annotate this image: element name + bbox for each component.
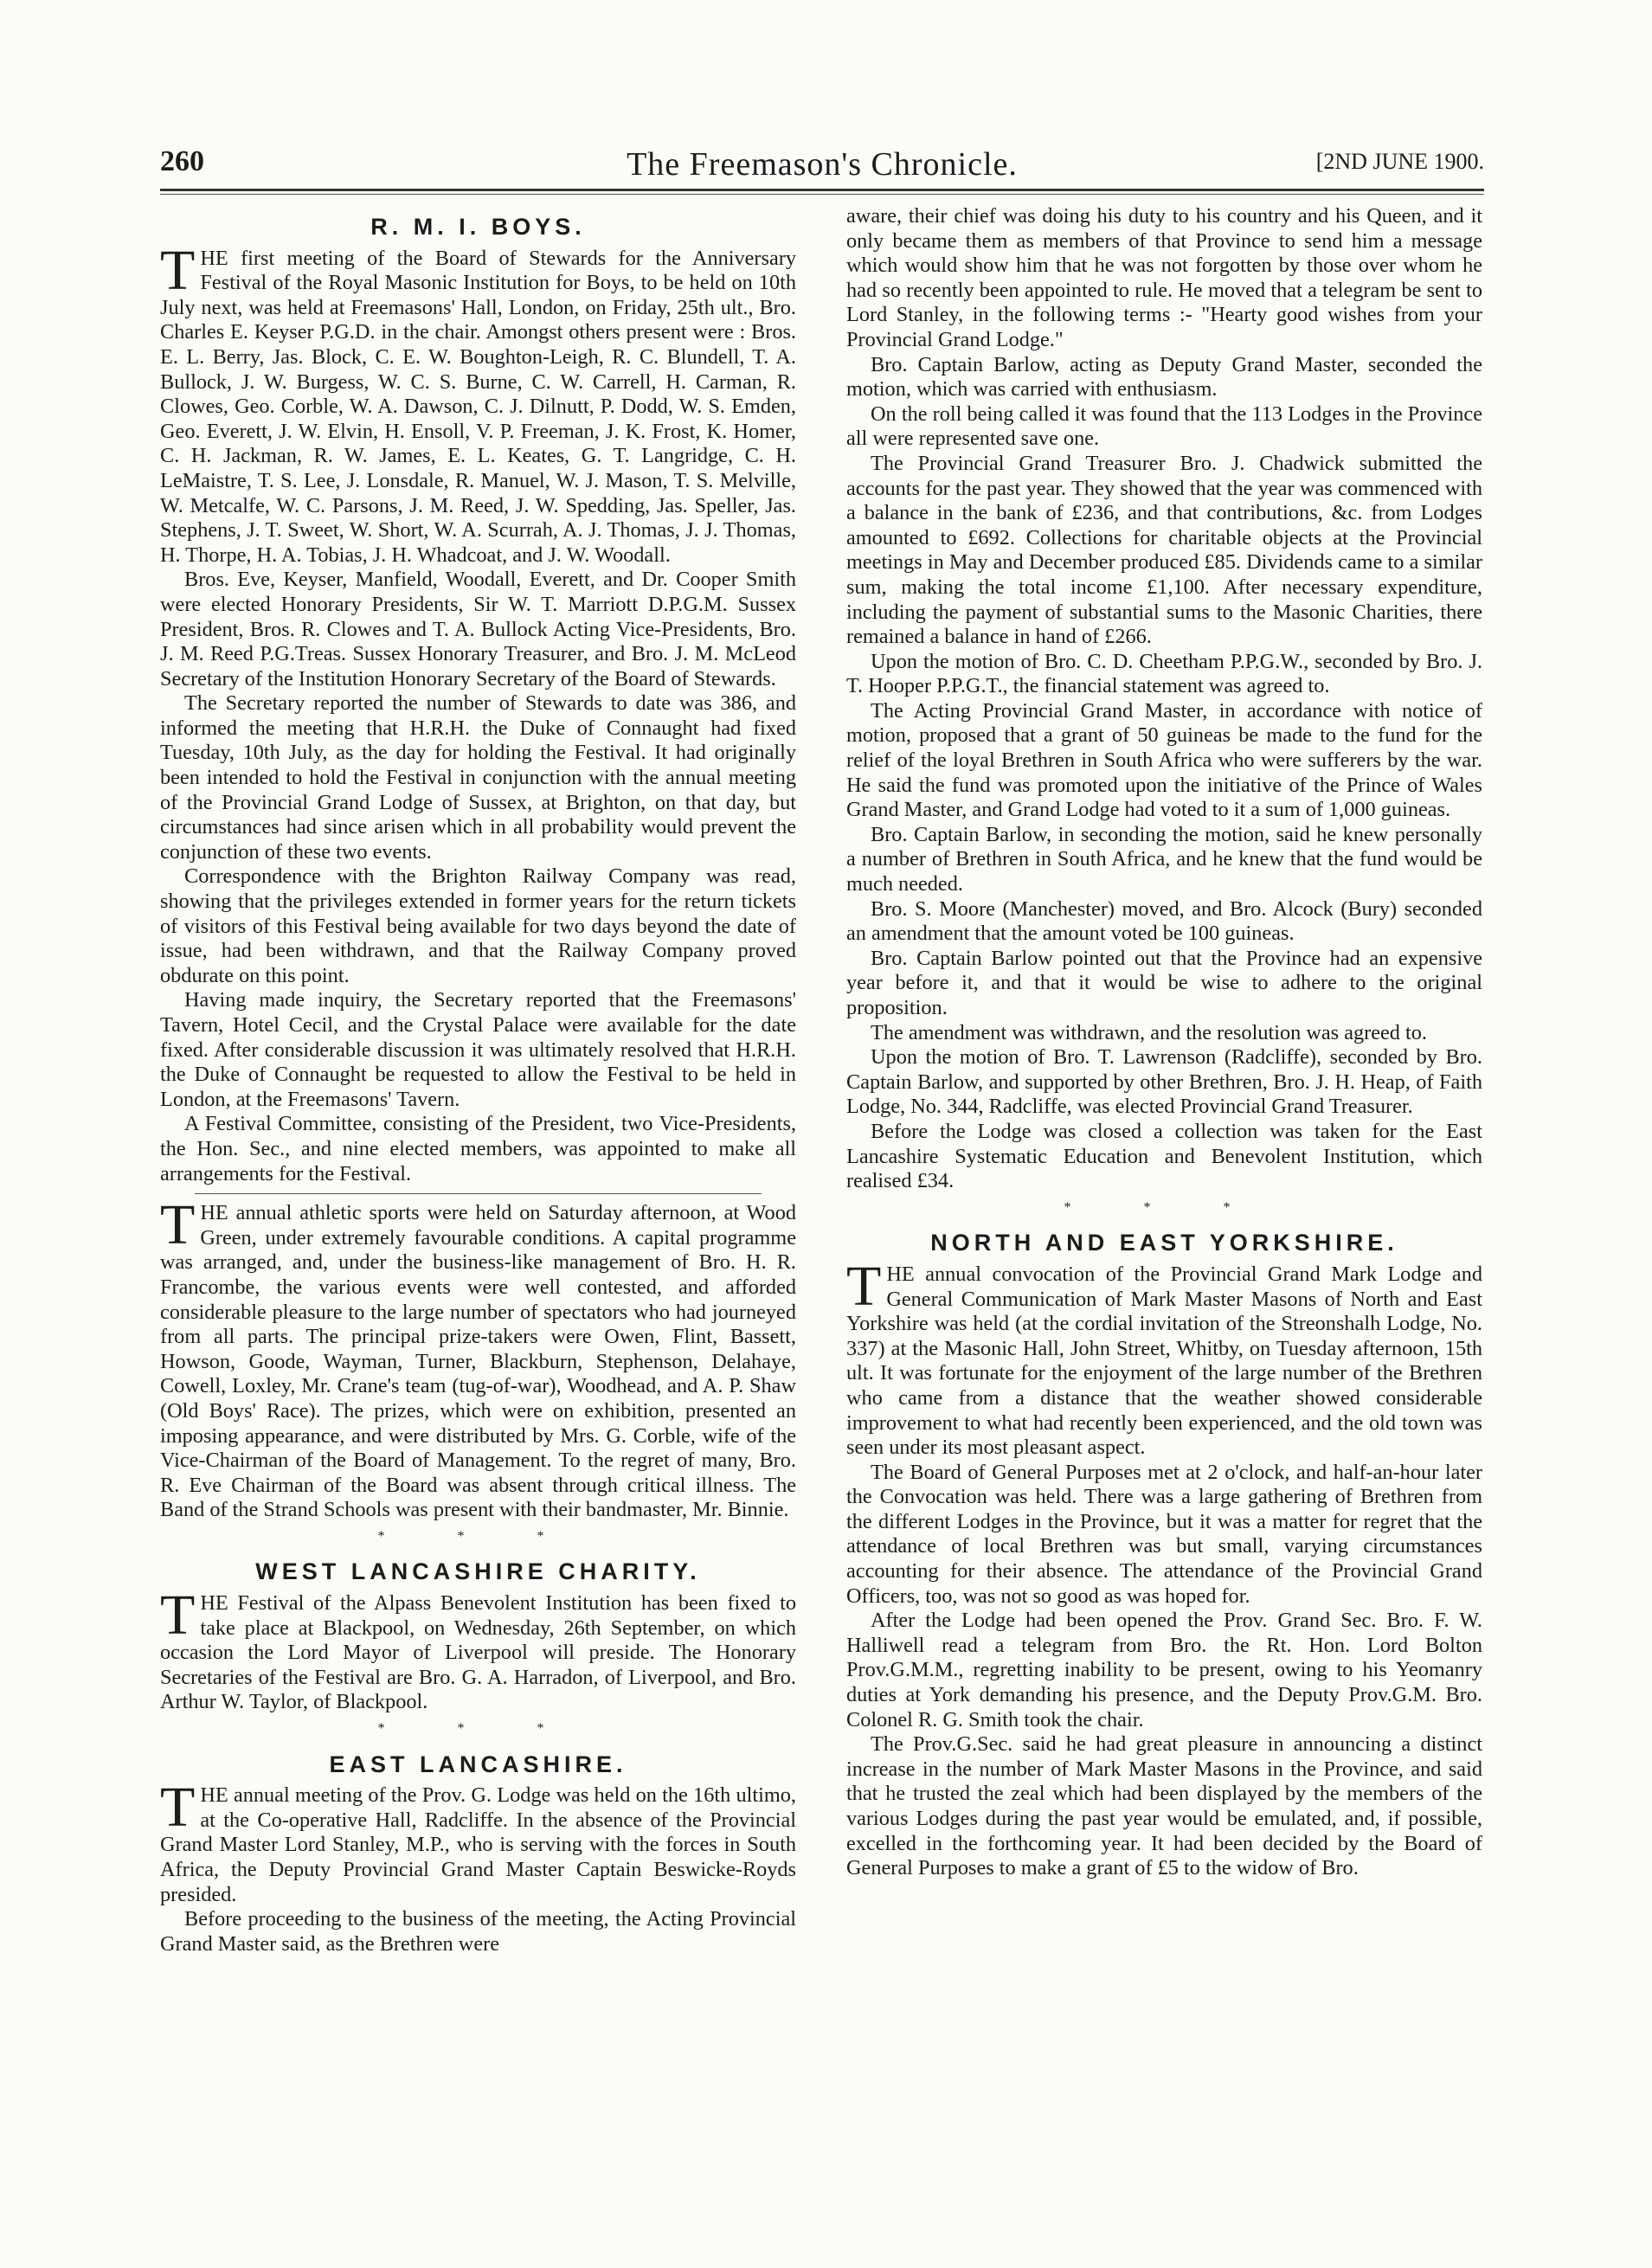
east-lancs-continued: The Provincial Grand Treasurer Bro. J. Chadwick submitted the accounts for the past year. They showed that the year was commenced with a balance in the bank of £236, and that contributions, &c. from Lodges amounted to £692. Collections for charitable objects at the Provincial meetings in May and December produced £85. Dividends came to a similar sum, making the total income £1,100. After necessary expenditure, including the payment of substantial sums to the Masonic Charities, there remained a balance in hand of £266.	[846, 451, 1482, 649]
east-lancs-continued: Bro. Captain Barlow, acting as Deputy Grand Master, seconded the motion, which was carried with enthusiasm.	[846, 352, 1482, 402]
rmi-paragraph: Bros. Eve, Keyser, Manfield, Woodall, Everett, and Dr. Cooper Smith were elected Honorary Presidents, Sir W. T. Marriott D.P.G.M. Sussex President, Bros. R. Clowes and T. A. Bullock Acting Vice-Presidents, Bro. J. M. Reed P.G.Treas. Sussex Honorary Treasurer, and Bro. J. M. McLeod Secretary of the Institution Honorary Secretary of the Board of Stewards.	[160, 568, 796, 691]
east-lancs-continued: The Acting Provincial Grand Master, in accordance with notice of motion, proposed that a grant of 50 guineas be made to the fund for the relief of the loyal Brethren in South Africa who were sufferers by the war. He said the fund was promoted upon the initiative of the Prince of Wales Grand Master, and Grand Lodge had voted to it a sum of 1,000 guineas.	[846, 698, 1482, 822]
page-header	[160, 145, 1484, 183]
west-lancs-paragraph: THE Festival of the Alpass Benevolent Institution has been fixed to take place at Blackpool, on Wednesday, 26th September, on which occasion the Lord Mayor of Liverpool will preside. The Honorary Secretaries of the Festival are Bro. G. A. Harradon, of Liverpool, and Bro. Arthur W. Taylor, of Blackpool.	[160, 1584, 796, 1714]
issue-date: [2ND JUNE 1900.	[1315, 149, 1484, 174]
heading-north-east-yorkshire: NORTH AND EAST YORKSHIRE.	[930, 1230, 1398, 1256]
yorks-paragraph: The Board of General Purposes met at 2 o'clock, and half-an-hour later the Convocation was held. There was a large gathering of Brethren from the different Lodges in the Province, but it was a matter for regret that the attendance of local Brethren was but small, varying circumstances accounting for their absence. The attendance of the Provincial Grand Officers, too, was not so good as was hoped for.	[846, 1460, 1482, 1608]
east-lancs-paragraph: THE annual meeting of the Prov. G. Lodge was held on the 16th ultimo, at the Co-operative Hall, Radcliffe. In the absence of the Provincial Grand Master Lord Stanley, M.P., who is serving with the forces in South Africa, the Deputy Provincial Grand Master Captain Beswicke-Royds presided.	[160, 1776, 796, 1906]
drop-cap: T	[160, 238, 196, 302]
east-lancs-continued: Upon the motion of Bro. C. D. Cheetham P.P.G.W., seconded by Bro. J. T. Hooper P.P.G.T., the financial statement was agreed to.	[846, 649, 1482, 698]
page-number: 260	[160, 145, 204, 177]
rmi-paragraph: Having made inquiry, the Secretary reported that the Freemasons' Tavern, Hotel Cecil, and the Crystal Palace were available for the date fixed. After considerable discussion it was ultimately resolved that H.R.H. the Duke of Connaught be requested to allow the Festival to be held in London, at the Freemasons' Tavern.	[160, 988, 796, 1111]
header-rule	[160, 189, 1484, 191]
east-lancs-continued: Bro. Captain Barlow pointed out that the Province had an expensive year before it, and that it would be wise to adhere to the original proposition.	[846, 946, 1482, 1019]
drop-cap: T	[846, 1254, 882, 1318]
east-lancs-continued: The amendment was withdrawn, and the resolution was agreed to.	[871, 1020, 1428, 1044]
east-lancs-continued: Upon the motion of Bro. T. Lawrenson (Radcliffe), seconded by Bro. Captain Barlow, and supported by other Brethren, Bro. J. H. Heap, of Faith Lodge, No. 344, Radcliffe, was elected Provincial Grand Treasurer.	[846, 1045, 1482, 1119]
star-separator: * * *	[1064, 1199, 1265, 1215]
east-lancs-continued: On the roll being called it was found that the 113 Lodges in the Province all were represented save one.	[846, 402, 1482, 451]
heading-rmi-boys: R. M. I. BOYS.	[370, 214, 586, 240]
header-rule-thin	[160, 194, 1484, 195]
yorks-paragraph: THE annual convocation of the Provincial Grand Mark Lodge and General Communication of Mark Master Masons of North and East Yorkshire was held (at the cordial invitation of the Streonshalh Lodge, No. 337) at the Masonic Hall, John Street, Whitby, on Tuesday afternoon, 15th ult. It was fortunate for the enjoyment of the large number of the Brethren who came from a distance that the weather showed considerable improvement to what had recently been experienced, and the old town was seen under its most pleasant aspect.	[846, 1254, 1482, 1460]
left-column	[160, 204, 796, 1956]
east-lancs-continued: Bro. Captain Barlow, in seconding the motion, said he knew personally a number of Brethren in South Africa, and he knew that the fund would be much needed.	[846, 822, 1482, 896]
east-lancs-continued: aware, their chief was doing his duty to his country and his Queen, and it only became them as members of that Province to send him a message which would show him that he was not forgotten by those over whom he had so recently been appointed to rule. He moved that a telegram be sent to Lord Stanley, in the following terms :- "Hearty good wishes from your Provincial Grand Lodge."	[846, 204, 1482, 351]
star-separator: * * *	[377, 1721, 579, 1737]
east-lancs-continued: Before the Lodge was closed a collection was taken for the East Lancashire Systematic Education and Benevolent Institution, which realised £34.	[846, 1119, 1482, 1193]
drop-cap: T	[160, 1193, 196, 1257]
yorks-paragraph: After the Lodge had been opened the Prov. Grand Sec. Bro. F. W. Halliwell read a telegram from Bro. the Rt. Hon. Lord Bolton Prov.G.M.M., regretting inability to be present, owing to his Yeomanry duties at York demanding his presence, and the Deputy Prov.G.M. Bro. Colonel R. G. Smith took the chair.	[846, 1609, 1482, 1732]
sports-paragraph: THE annual athletic sports were held on Saturday afternoon, at Wood Green, under extremely favourable conditions. A capital programme was arranged, and, under the business-like management of Bro. H. R. Francombe, the various events were well contested, and afforded considerable pleasure to the large number of spectators who had journeyed from all parts. The principal prize-takers were Owen, Flint, Bassett, Howson, Goode, Wayman, Turner, Blackburn, Stephenson, Delahaye, Cowell, Loxley, Mr. Crane's team (tug-of-war), Woodhead, and A. P. Shaw (Old Boys' Race). The prizes, which were on exhibition, presented an imposing appearance, and were distributed by Mrs. G. Corble, wife of the Vice-Chairman of the Board of Management. To the regret of many, Bro. R. Eve Chairman of the Board was absent through critical illness. The Band of the Strand Schools was present with their bandmaster, Mr. Binnie.	[160, 1193, 796, 1522]
rmi-paragraph: A Festival Committee, consisting of the President, two Vice-Presidents, the Hon. Sec., and nine elected members, was appointed to make all arrangements for the Festival.	[160, 1112, 796, 1185]
right-column	[846, 204, 1482, 1881]
east-lancs-paragraph: Before proceeding to the business of the meeting, the Acting Provincial Grand Master said, as the Brethren were	[160, 1907, 796, 1956]
star-separator: * * *	[377, 1528, 579, 1544]
heading-east-lancashire: EAST LANCASHIRE.	[329, 1751, 627, 1777]
rmi-paragraph: THE first meeting of the Board of Stewards for the Anniversary Festival of the Royal Masonic Institution for Boys, to be held on 10th July next, was held at Freemasons' Hall, London, on Friday, 25th ult., Bro. Charles E. Keyser P.G.D. in the chair. Amongst others present were : Bros. E. L. Berry, Jas. Block, C. E. W. Boughton-Leigh, R. C. Blundell, T. A. Bullock, J. W. Burgess, W. C. S. Burne, C. W. Carrell, H. Carman, R. Clowes, Geo. Corble, W. A. Dawson, C. J. Dilnutt, P. Dodd, W. S. Emden, Geo. Everett, J. W. Elvin, H. Ensoll, V. P. Freeman, J. K. Frost, K. Homer, C. H. Jackman, R. W. James, E. L. Keates, G. T. Langridge, C. H. LeMaistre, T. S. Lee, J. Lonsdale, R. Manuel, W. J. Mason, T. S. Melville, W. Metcalfe, W. C. Parsons, J. M. Reed, J. W. Spedding, Jas. Speller, Jas. Stephens, J. T. Sweet, W. Short, W. A. Scurrah, A. J. Thomas, J. J. Thomas, H. Thorpe, H. A. Tobias, J. H. Whadcoat, and J. W. Woodall.	[160, 238, 796, 567]
heading-west-lancashire: WEST LANCASHIRE CHARITY.	[255, 1558, 701, 1585]
drop-cap: T	[160, 1584, 196, 1648]
masthead-title: The Freemason's Chronicle.	[627, 146, 1018, 183]
east-lancs-continued: Bro. S. Moore (Manchester) moved, and Bro. Alcock (Bury) seconded an amendment that the amount voted be 100 guineas.	[846, 896, 1482, 946]
section-divider	[195, 1193, 762, 1194]
drop-cap: T	[160, 1776, 196, 1840]
yorks-paragraph: The Prov.G.Sec. said he had great pleasure in announcing a distinct increase in the number of Mark Master Masons in the Province, and said that he trusted the zeal which had been displayed by the members of the various Lodges during the past year would be emulated, and, if possible, excelled in the forthcoming year. It had been decided by the Board of General Purposes to make a grant of £5 to the widow of Bro.	[846, 1732, 1482, 1880]
rmi-paragraph: Correspondence with the Brighton Railway Company was read, showing that the privileges extended in former years for the return tickets of visitors of this Festival being available for two days beyond the date of issue, had been withdrawn, and that the Railway Company proved obdurate on this point.	[160, 864, 796, 987]
rmi-paragraph: The Secretary reported the number of Stewards to date was 386, and informed the meeting that H.R.H. the Duke of Connaught had fixed Tuesday, 10th July, as the day for holding the Festival. It had originally been intended to hold the Festival in conjunction with the annual meeting of the Provincial Grand Lodge of Sussex, at Brighton, on that day, but circumstances had since arisen which in all probability would prevent the conjunction of these two events.	[160, 691, 796, 864]
